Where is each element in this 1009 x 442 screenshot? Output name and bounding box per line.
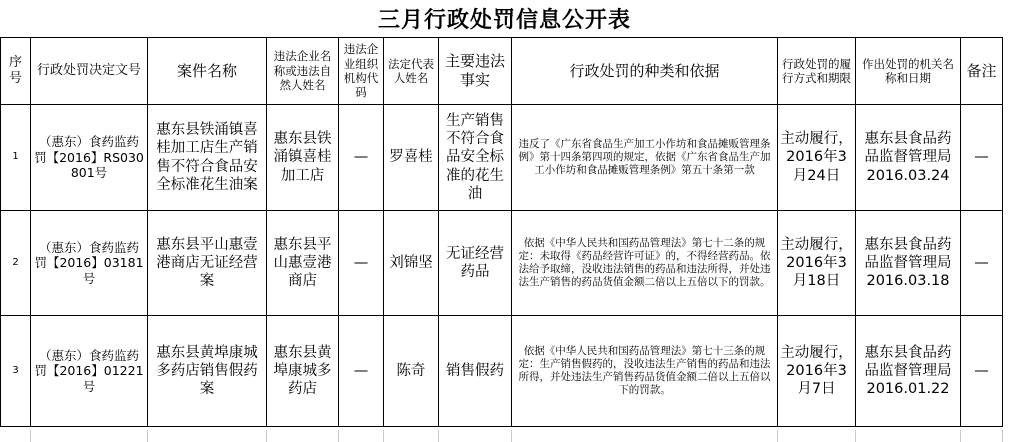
cell-penalty-basis[interactable]: 依据《中华人民共和国药品管理法》第七十三条的规定：生产销售假药的，没收违法生产销售的药品和违法所得，并处违法生产销售药品货值金额二倍以上五倍以下的罚款。 [512, 316, 778, 427]
cell-performance[interactable]: 主动履行，2016年3月7日 [778, 316, 856, 427]
cell-performance[interactable]: 主动履行，2016年3月18日 [778, 211, 856, 316]
grid-line [855, 430, 856, 442]
cell-doc-no[interactable]: （惠东）食药监药罚【2016】RS030801号 [31, 105, 148, 211]
grid-line [266, 430, 267, 442]
cell-seq[interactable]: 3 [1, 316, 31, 427]
cell-party-name[interactable]: 惠东县平山惠壹港商店 [267, 211, 339, 316]
grid-line [438, 430, 439, 442]
header-case-name[interactable]: 案件名称 [148, 38, 267, 105]
authority-date: 2016.03.24 [866, 167, 950, 184]
cell-violation[interactable]: 生产销售不符合食品安全标准的花生油 [439, 105, 512, 211]
grid-line [147, 430, 148, 442]
grid-line [777, 430, 778, 442]
cell-remark[interactable]: — [961, 211, 1003, 316]
cell-violation[interactable]: 销售假药 [439, 316, 512, 427]
penalty-table [0, 37, 1003, 427]
grid-line [511, 430, 512, 442]
cell-party-name[interactable]: 惠东县铁涌镇喜桂加工店 [267, 105, 339, 211]
cell-authority[interactable] [856, 211, 961, 316]
cell-doc-no[interactable]: （惠东）食药监药罚【2016】01221号 [31, 316, 148, 427]
cell-case-name[interactable]: 惠东县黄埠康城多药店销售假药案 [148, 316, 267, 427]
cell-case-name[interactable]: 惠东县铁涌镇喜桂加工店生产销售不符合食品安全标准花生油案 [148, 105, 267, 211]
grid-line [960, 430, 961, 442]
authority-date: 2016.03.18 [866, 273, 950, 290]
cell-legal-rep[interactable]: 罗喜桂 [384, 105, 439, 211]
cell-party-name[interactable]: 惠东县黄埠康城多药店 [267, 316, 339, 427]
table-row [1, 211, 1003, 316]
cell-remark[interactable]: — [961, 105, 1003, 211]
header-violation[interactable]: 主要违法事实 [439, 38, 512, 105]
grid-line [30, 430, 31, 442]
cell-legal-rep[interactable]: 刘锦坚 [384, 211, 439, 316]
grid-line [338, 430, 339, 442]
cell-seq[interactable]: 2 [1, 211, 31, 316]
header-party-name[interactable]: 违法企业名称或违法自然人姓名 [267, 38, 339, 105]
cell-org-code[interactable]: — [339, 211, 384, 316]
header-remark[interactable]: 备注 [961, 38, 1003, 105]
grid-line [383, 430, 384, 442]
cell-case-name[interactable]: 惠东县平山惠壹港商店无证经营案 [148, 211, 267, 316]
cell-seq[interactable]: 1 [1, 105, 31, 211]
cell-org-code[interactable]: — [339, 316, 384, 427]
cell-doc-no[interactable]: （惠东）食药监药罚【2016】03181号 [31, 211, 148, 316]
header-performance[interactable]: 行政处罚的履行方式和期限 [778, 38, 856, 105]
cell-performance[interactable]: 主动履行，2016年3月24日 [778, 105, 856, 211]
header-authority[interactable]: 作出处罚的机关名称和日期 [856, 38, 961, 105]
authority-name: 惠东县食品药品监督管理局 [864, 131, 952, 166]
header-org-code[interactable]: 违法企业组织机构代码 [339, 38, 384, 105]
table-row [1, 316, 1003, 427]
header-penalty-basis[interactable]: 行政处罚的种类和依据 [512, 38, 778, 105]
cell-org-code[interactable]: — [339, 105, 384, 211]
authority-date: 2016.01.22 [866, 381, 950, 398]
table-row [1, 105, 1003, 211]
authority-name: 惠东县食品药品监督管理局 [864, 344, 952, 379]
cell-violation[interactable]: 无证经营药品 [439, 211, 512, 316]
cell-penalty-basis[interactable]: 违反了《广东省食品生产加工小作坊和食品摊贩管理条例》第十四条第四项的规定，依据《广东省食品生产加工小作坊和食品摊贩管理条例》第五十条第一款 [512, 105, 778, 211]
cell-remark[interactable]: — [961, 316, 1003, 427]
cell-penalty-basis[interactable]: 依据《中华人民共和国药品管理法》第七十二条的规定：未取得《药品经营许可证》的，不得经营药品。依法给予取缔，没收违法销售的药品和违法所得，并处违法生产销售的药品货值金额二倍以上五倍以下的罚款。 [512, 211, 778, 316]
header-seq[interactable]: 序号 [1, 38, 31, 105]
header-legal-rep[interactable]: 法定代表人姓名 [384, 38, 439, 105]
sheet-title: 三月行政处罚信息公开表 [377, 8, 631, 33]
cell-authority[interactable] [856, 105, 961, 211]
authority-name: 惠东县食品药品监督管理局 [864, 236, 952, 271]
cell-authority[interactable] [856, 316, 961, 427]
cell-legal-rep[interactable]: 陈奇 [384, 316, 439, 427]
grid-line [1002, 430, 1003, 442]
header-row [1, 38, 1003, 105]
header-doc-no[interactable]: 行政处罚决定文号 [31, 38, 148, 105]
